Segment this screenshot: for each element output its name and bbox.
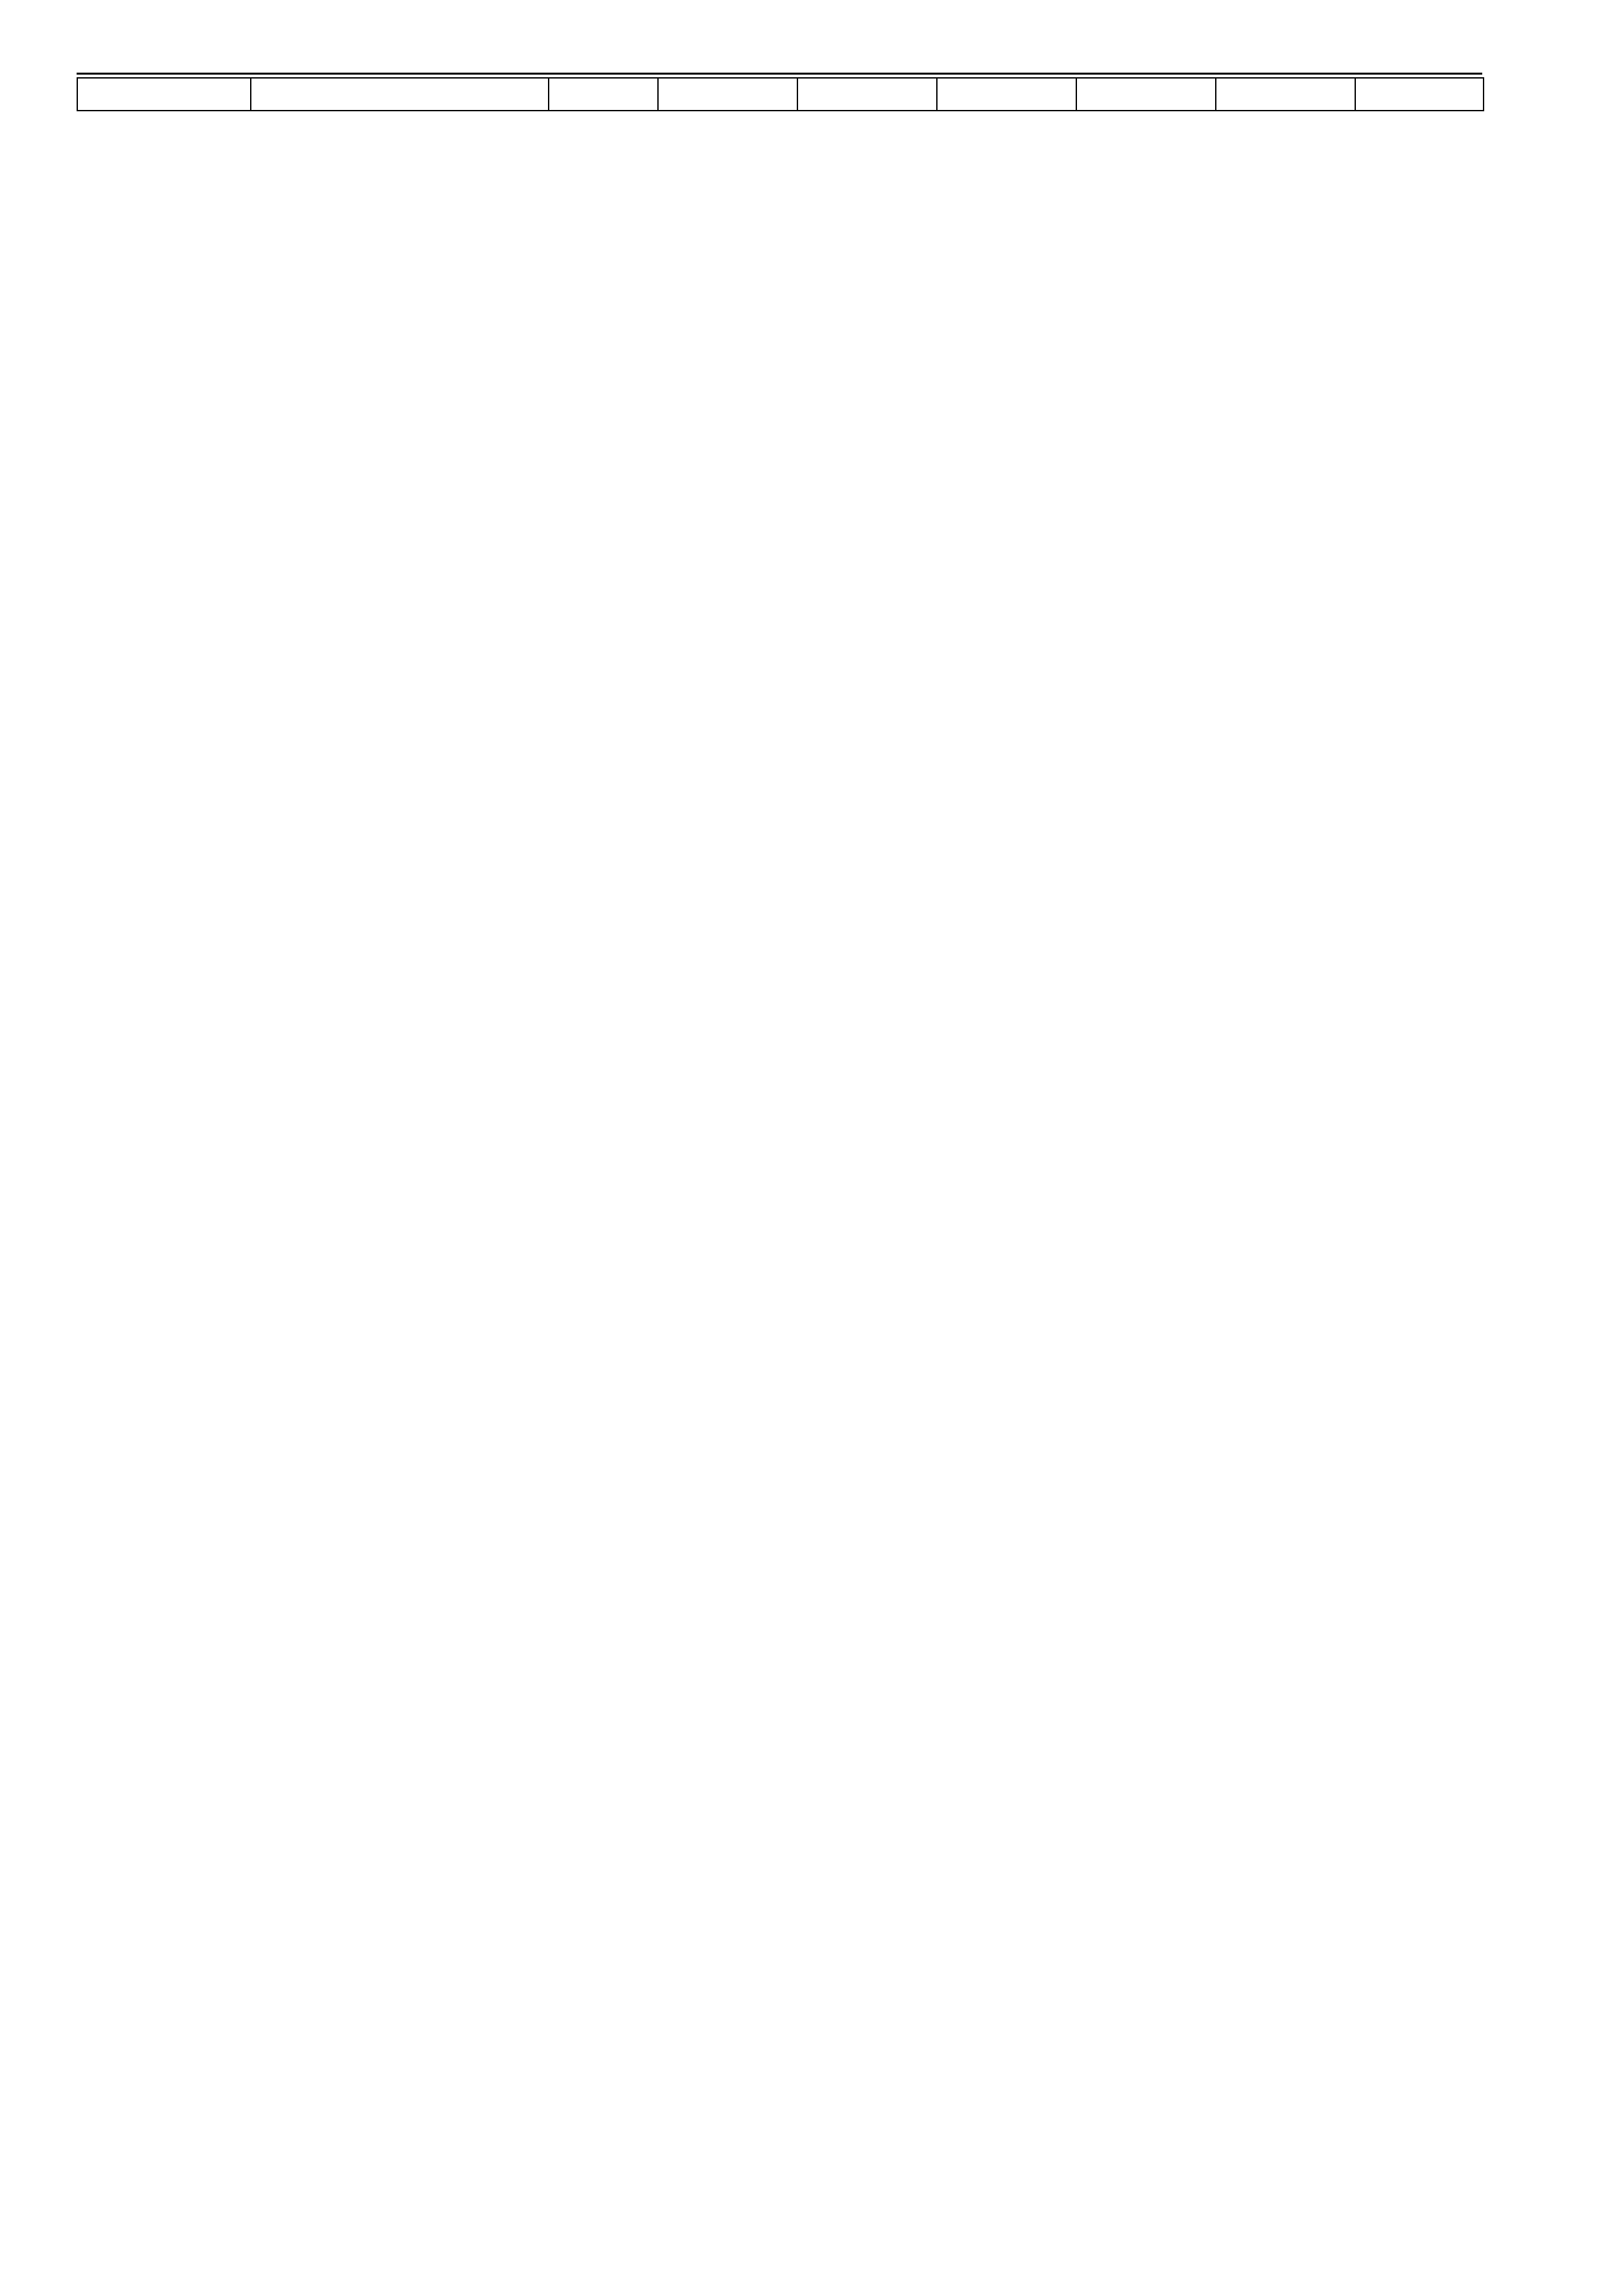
rates-table — [77, 77, 1484, 111]
column-number — [658, 78, 797, 111]
column-number-row — [77, 78, 1484, 111]
column-number — [937, 78, 1076, 111]
column-number — [1216, 78, 1355, 111]
column-number — [77, 78, 251, 111]
column-number — [251, 78, 549, 111]
column-number — [797, 78, 937, 111]
column-number — [1076, 78, 1216, 111]
column-number — [549, 78, 658, 111]
rates-table-body — [77, 78, 1484, 111]
header-rule — [77, 73, 1482, 75]
column-number — [1355, 78, 1484, 111]
